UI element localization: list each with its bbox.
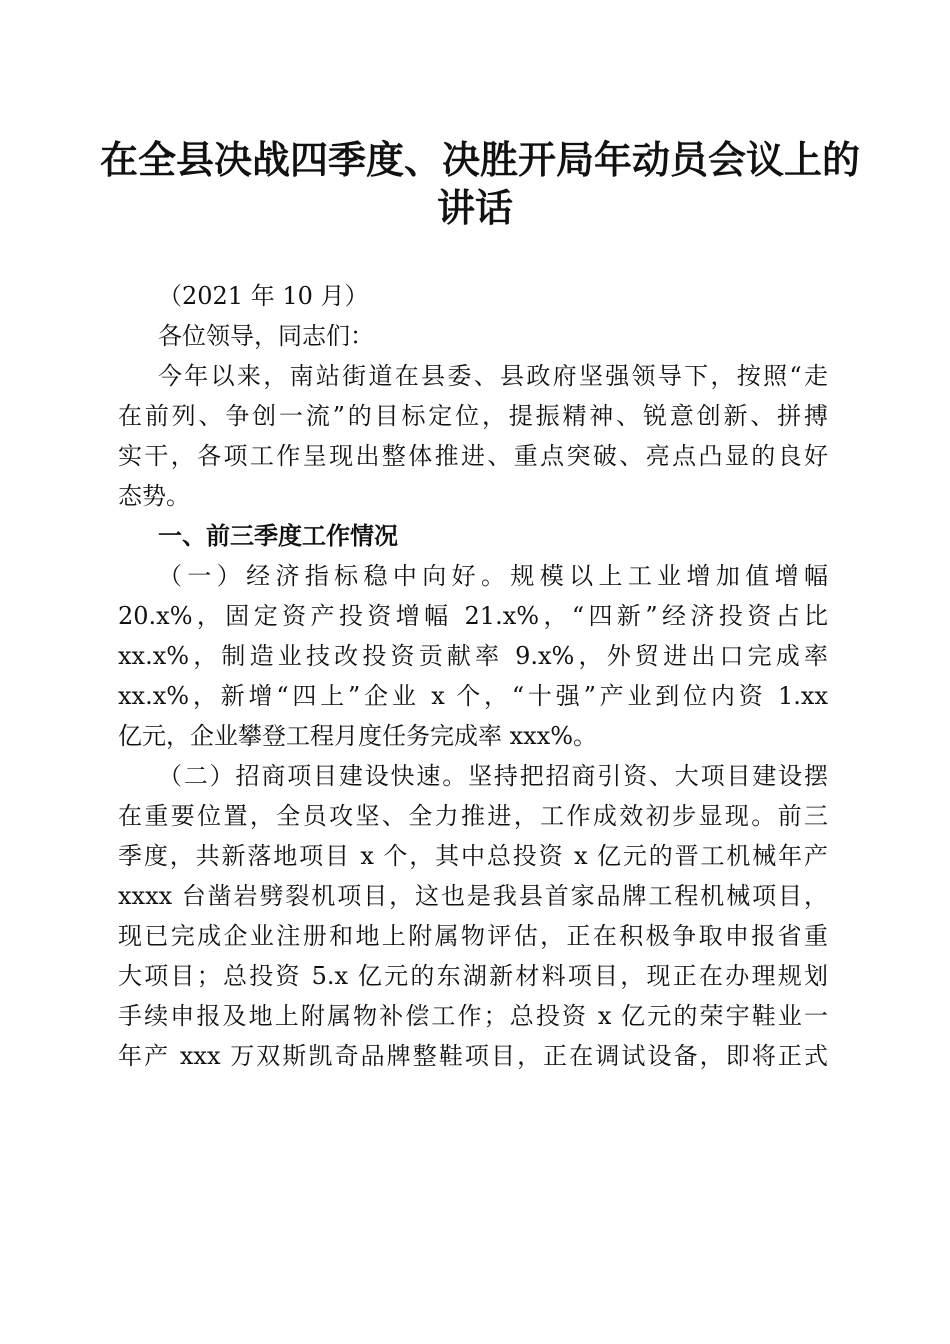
subsection-2-line: 大项目；总投资 5.x 亿元的东湖新材料项目，现正在办理规划 <box>118 962 828 990</box>
document-title <box>100 136 861 232</box>
subsection-1-line: xx.x%，新增“四上”企业 x 个，“十强”产业到位内资 1.xx <box>118 682 828 710</box>
subsection-1-line: 亿元，企业攀登工程月度任务完成率 xxx%。 <box>118 722 598 750</box>
date-line <box>148 276 828 316</box>
subsection-2-line: 年产 xxx 万双斯凯奇品牌整鞋项目，正在调试设备，即将正式 <box>118 1042 828 1070</box>
intro-paragraph <box>118 356 828 516</box>
subsection-1-line: xx.x%，制造业技改投资贡献率 9.x%，外贸进出口完成率 <box>118 642 828 670</box>
section-heading-text: 一、前三季度工作情况 <box>158 522 398 550</box>
intro-line: 态势。 <box>118 482 190 510</box>
salutation <box>148 316 828 356</box>
subsection-2-line: 手续申报及地上附属物补偿工作；总投资 x 亿元的荣宇鞋业一 <box>118 1002 828 1030</box>
intro-line: 实干，各项工作呈现出整体推进、重点突破、亮点凸显的良好 <box>118 442 828 470</box>
salutation-text: 各位领导，同志们： <box>158 322 374 350</box>
subsection-2-line: 季度，共新落地项目 x 个，其中总投资 x 亿元的晋工机械年产 <box>118 842 828 870</box>
subsection-1-paragraph <box>118 556 828 756</box>
subsection-1-line: 20.x%，固定资产投资增幅 21.x%，“四新”经济投资占比 <box>118 602 828 630</box>
subsection-2-line: 在重要位置，全员攻坚、全力推进，工作成效初步显现。前三 <box>118 802 828 830</box>
section-heading-1 <box>148 516 828 556</box>
subsection-1-line: （一）经济指标稳中向好。规模以上工业增加值增幅 <box>158 562 828 590</box>
document-body <box>118 276 828 1076</box>
date-text: （2021 年 10 月） <box>158 282 369 310</box>
title-line-1: 在全县决战四季度、决胜开局年动员会议上的 <box>100 137 861 182</box>
subsection-2-line: xxxx 台凿岩劈裂机项目，这也是我县首家品牌工程机械项目， <box>118 882 828 910</box>
title-line-2: 讲话 <box>436 185 513 230</box>
intro-line: 在前列、争创一流”的目标定位，提振精神、锐意创新、拼搏 <box>118 402 828 430</box>
subsection-2-line: 现已完成企业注册和地上附属物评估，正在积极争取申报省重 <box>118 922 828 950</box>
subsection-2-line: （二）招商项目建设快速。坚持把招商引资、大项目建设摆 <box>158 762 828 790</box>
subsection-2-paragraph <box>118 756 828 1076</box>
intro-line: 今年以来，南站街道在县委、县政府坚强领导下，按照“走 <box>158 362 828 390</box>
